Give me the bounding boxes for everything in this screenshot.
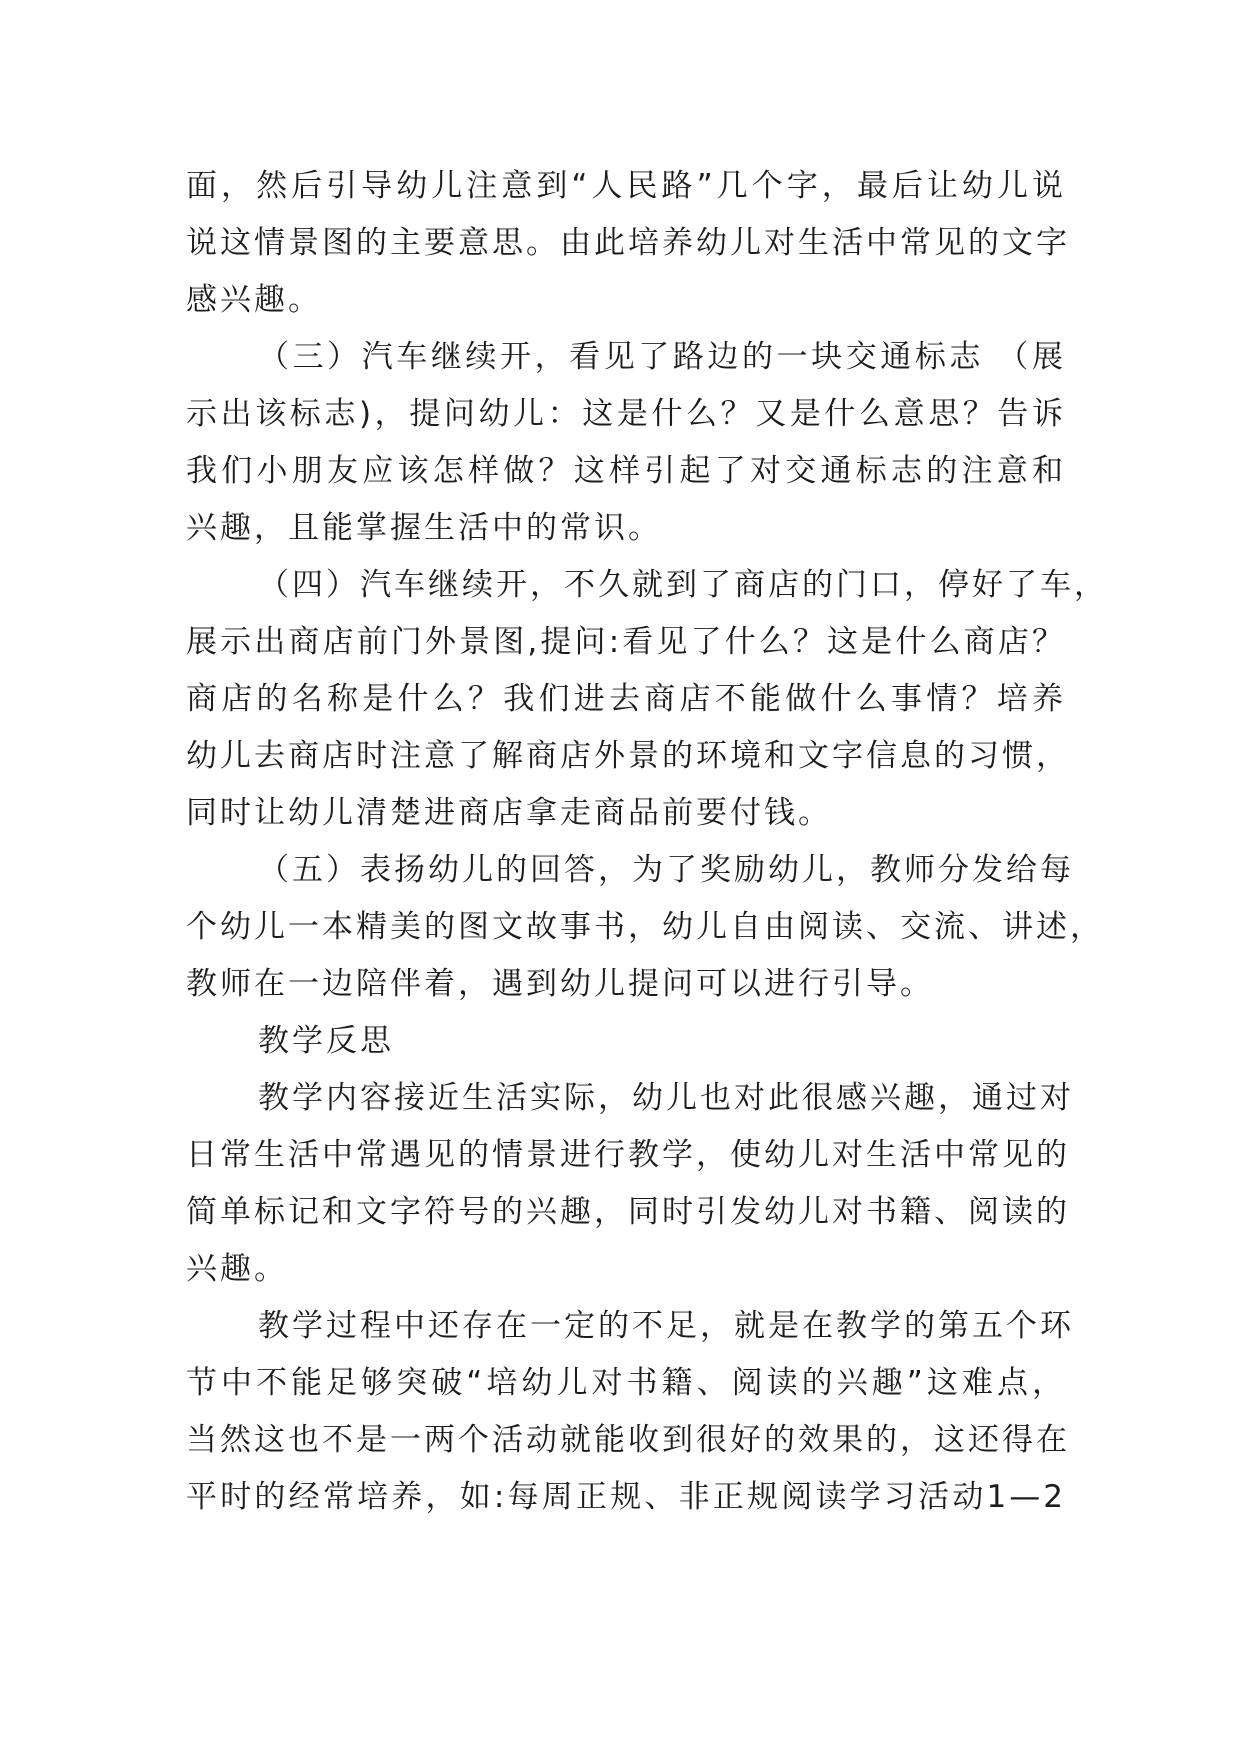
text-line: 同时让幼儿清楚进商店拿走商品前要付钱。: [186, 795, 832, 831]
text-line: 节中不能足够突破“培幼儿对书籍、阅读的兴趣”这难点，: [186, 1365, 1066, 1401]
text-line: 当然这也不是一两个活动就能收到很好的效果的，这还得在: [186, 1422, 1070, 1458]
text-line: 简单标记和文字符号的兴趣，同时引发幼儿对书籍、阅读的: [186, 1194, 1070, 1230]
text-line: 展示出商店前门外景图,提问:看见了什么？这是什么商店？: [186, 624, 1066, 660]
text-line: 感兴趣。: [186, 282, 322, 318]
text-line: 平时的经常培养，如:每周正规、非正规阅读学习活动1—2: [186, 1479, 1066, 1515]
text-line: 兴趣。: [186, 1251, 288, 1287]
text-line: 我们小朋友应该怎样做？这样引起了对交通标志的注意和: [186, 453, 1066, 489]
text-line: （五）表扬幼儿的回答，为了奖励幼儿，教师分发给每: [258, 852, 1074, 888]
text-line: 说这情景图的主要意思。由此培养幼儿对生活中常见的文字: [186, 225, 1070, 261]
text-line: 兴趣，且能掌握生活中的常识。: [186, 510, 662, 546]
text-line: 幼儿去商店时注意了解商店外景的环境和文字信息的习惯，: [186, 738, 1070, 774]
text-line: 个幼儿一本精美的图文故事书，幼儿自由阅读、交流、讲述，: [186, 909, 1104, 945]
text-line: 示出该标志)，提问幼儿：这是什么？又是什么意思？告诉: [186, 396, 1066, 432]
text-line: 日常生活中常遇见的情景进行教学，使幼儿对生活中常见的: [186, 1137, 1070, 1173]
text-line: 商店的名称是什么？我们进去商店不能做什么事情？培养: [186, 681, 1066, 717]
text-line: 教学内容接近生活实际，幼儿也对此很感兴趣，通过对: [258, 1080, 1074, 1116]
text-line: （四）汽车继续开，不久就到了商店的门口，停好了车，: [258, 567, 1108, 603]
text-line: （三）汽车继续开，看见了路边的一块交通标志 （展: [258, 339, 1066, 375]
text-line: 教师在一边陪伴着，遇到幼儿提问可以进行引导。: [186, 966, 934, 1002]
section-heading: 教学反思: [258, 1023, 394, 1059]
text-line: 教学过程中还存在一定的不足，就是在教学的第五个环: [258, 1308, 1074, 1344]
text-line: 面，然后引导幼儿注意到“人民路”几个字，最后让幼儿说: [186, 168, 1066, 204]
